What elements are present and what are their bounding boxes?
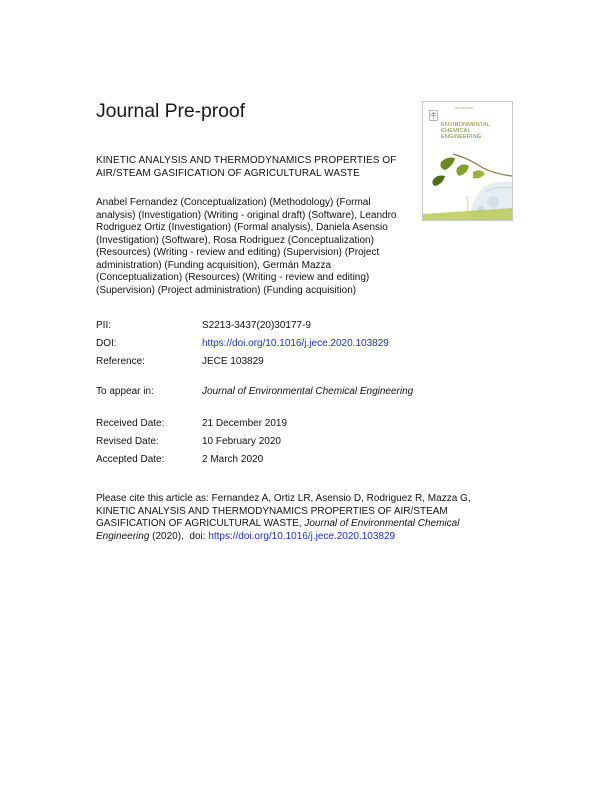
doi-link[interactable]: https://doi.org/10.1016/j.jece.2020.103829	[202, 338, 389, 349]
article-title-line: AIR/STEAM GASIFICATION OF AGRICULTURAL WASTE	[96, 167, 360, 179]
citation-journal: Journal of Environmental Chemical	[304, 518, 460, 529]
received-value: 21 December 2019	[202, 418, 288, 429]
author-line: administration) (Funding acquisition), Germán Mazza	[96, 259, 332, 271]
pii-value: S2213-3437(20)30177-9	[202, 320, 311, 331]
citation-line: Please cite this article as: Fernandez A, Ortiz LR, Asensio D, Rodriguez R, Mazza G,	[96, 493, 471, 504]
revised-label: Revised Date:	[96, 436, 159, 447]
citation-line: KINETIC ANALYSIS AND THERMODYNAMICS PROPERTIES OF AIR/STEAM	[96, 505, 448, 517]
author-line: (Investigation) (Software), Rosa Rodriguez (Conceptualization)	[96, 234, 374, 246]
journal-cover-image	[422, 101, 513, 221]
author-line: analysis) (Investigation) (Writing - original draft) (Software), Leandro	[96, 209, 397, 221]
cover-artwork	[423, 102, 512, 220]
author-list	[96, 197, 420, 297]
journal-pre-proof-heading: Journal Pre-proof	[96, 100, 245, 122]
article-title	[96, 155, 416, 180]
author-line: (Supervision) (Project administration) (Funding acquisition)	[96, 284, 357, 296]
appear-label: To appear in:	[96, 386, 154, 397]
author-line: Rodriguez Ortiz (Investigation) (Formal analysis), Daniela Asensio	[96, 222, 388, 233]
citation-block	[96, 493, 516, 543]
citation-journal: Engineering	[96, 530, 150, 542]
revised-value: 10 February 2020	[202, 436, 281, 447]
accepted-value: 2 March 2020	[202, 454, 264, 465]
author-line: (Resources) (Writing - review and editing) (Supervision) (Project	[96, 247, 380, 258]
citation-line	[96, 531, 516, 544]
cover-title-line: ENGINEERING	[441, 134, 482, 140]
cover-title-line: ENVIRONMENTAL	[441, 122, 491, 128]
citation-text: (2020), doi:	[149, 530, 209, 542]
doi-label: DOI:	[96, 338, 117, 349]
citation-doi-link[interactable]: https://doi.org/10.1016/j.jece.2020.103829	[208, 530, 396, 542]
received-label: Received Date:	[96, 418, 165, 429]
citation-text: GASIFICATION OF AGRICULTURAL WASTE,	[96, 518, 305, 529]
cover-title-line: CHEMICAL	[441, 128, 471, 134]
reference-value: JECE 103829	[202, 356, 264, 367]
cover-issn: ISSN 2213-3437	[455, 107, 474, 110]
citation-line	[96, 518, 516, 531]
author-line: (Conceptualization) (Resources) (Writing - review and editing)	[96, 272, 370, 283]
appear-value: Journal of Environmental Chemical Engineering	[202, 386, 414, 397]
accepted-label: Accepted Date:	[96, 454, 165, 465]
article-title-line: KINETIC ANALYSIS AND THERMODYNAMICS PROPERTIES OF	[96, 155, 397, 166]
reference-label: Reference:	[96, 356, 145, 367]
pii-label: PII:	[96, 320, 112, 331]
author-line: Anabel Fernandez (Conceptualization) (Methodology) (Formal	[96, 197, 371, 208]
